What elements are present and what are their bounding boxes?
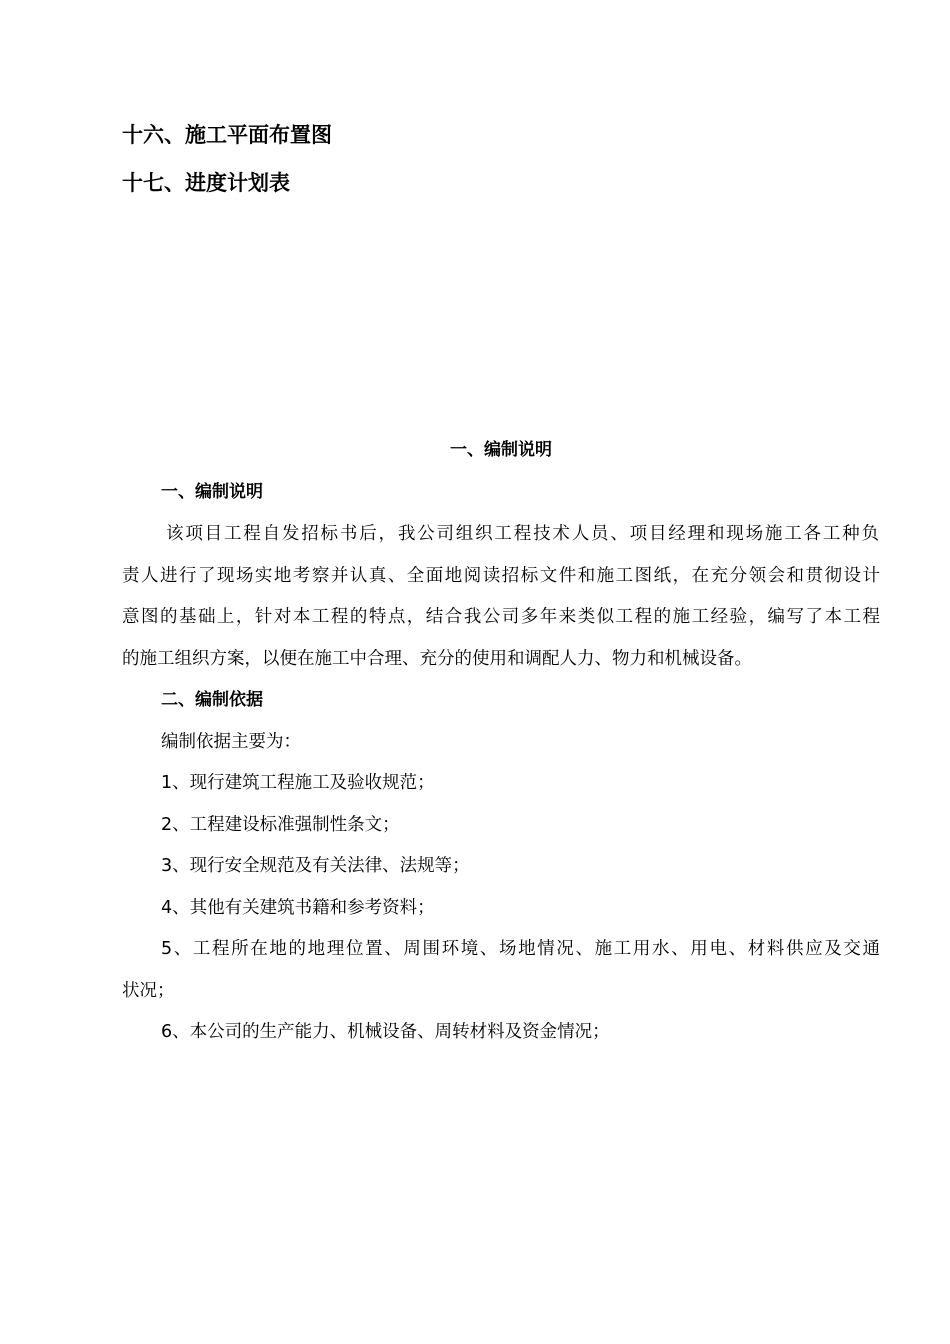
paragraph-line-2: 责人进行了现场实地考察并认真、全面地阅读招标文件和施工图纸，在充分领会和贯彻设计 bbox=[122, 566, 880, 586]
basis-item-2: 2、工程建设标准强制性条文； bbox=[161, 815, 400, 835]
subsection-heading-basis: 二、编制依据 bbox=[161, 690, 263, 710]
paragraph-line-3: 意图的基础上，针对本工程的特点，结合我公司多年来类似工程的施工经验，编写了本工程 bbox=[122, 607, 880, 627]
basis-intro: 编制依据主要为： bbox=[161, 732, 301, 752]
basis-item-4: 4、其他有关建筑书籍和参考资料； bbox=[161, 898, 435, 918]
basis-item-5: 5、工程所在地的地理位置、周围环境、场地情况、施工用水、用电、材料供应及交通 bbox=[161, 939, 880, 959]
toc-item-17: 十七、进度计划表 bbox=[122, 171, 290, 195]
toc-item-16: 十六、施工平面布置图 bbox=[122, 123, 332, 147]
basis-item-6: 6、本公司的生产能力、机械设备、周转材料及资金情况； bbox=[161, 1022, 610, 1042]
paragraph-line-1: 该项目工程自发招标书后，我公司组织工程技术人员、项目经理和现场施工各工种负 bbox=[166, 524, 879, 544]
section-title: 一、编制说明 bbox=[450, 440, 552, 460]
basis-item-1: 1、现行建筑工程施工及验收规范； bbox=[161, 773, 435, 793]
subsection-heading-description: 一、编制说明 bbox=[161, 482, 263, 502]
basis-item-5-continued: 状况； bbox=[122, 981, 175, 1001]
basis-item-3: 3、现行安全规范及有关法律、法规等； bbox=[161, 856, 470, 876]
paragraph-line-4: 的施工组织方案，以便在施工中合理、充分的使用和调配人力、物力和机械设备。 bbox=[122, 649, 752, 669]
